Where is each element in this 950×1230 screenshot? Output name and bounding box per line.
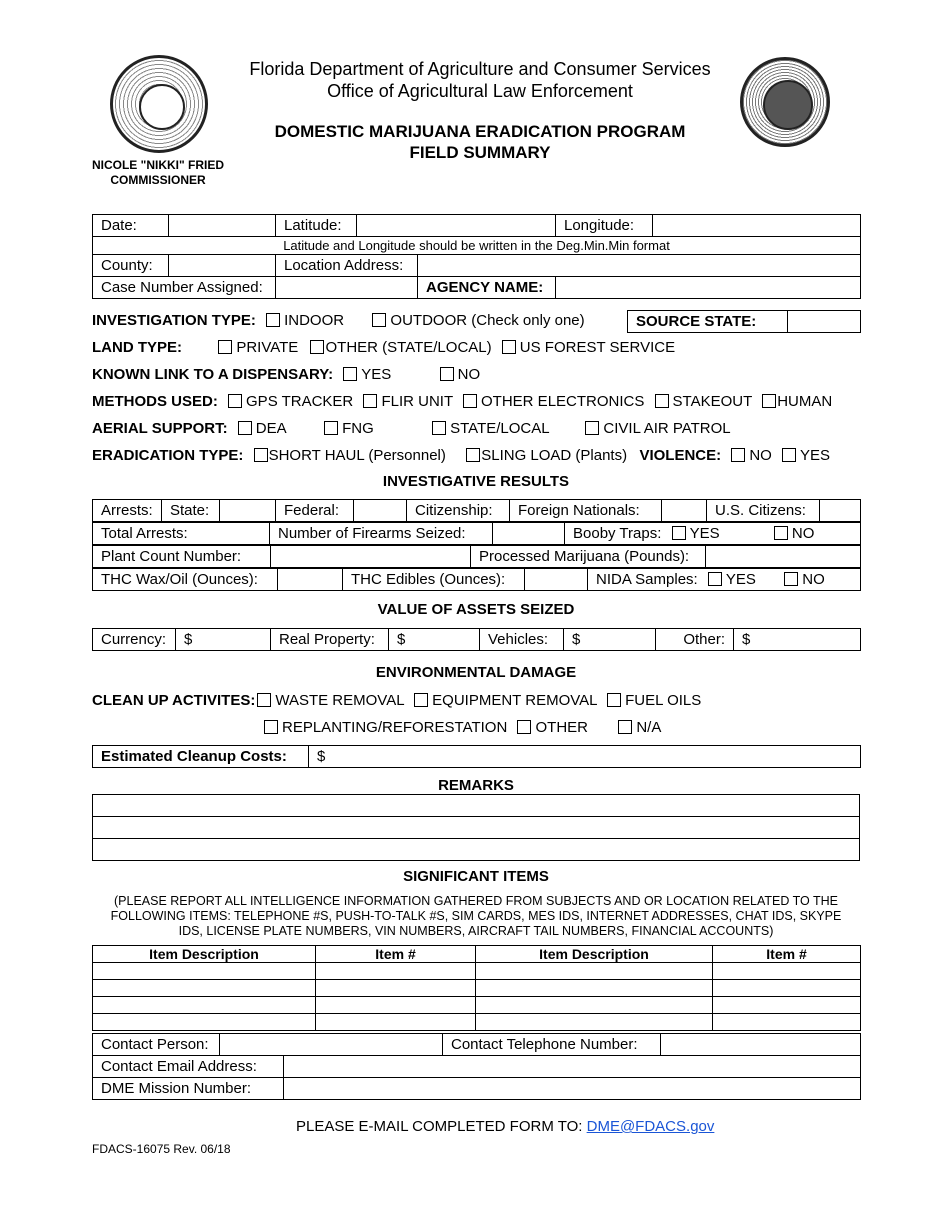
contact-email-field[interactable]: [284, 1056, 861, 1078]
dme-mission-field[interactable]: [284, 1078, 861, 1100]
arrests-label: Arrests:: [93, 500, 162, 522]
fdacs-seal-logo: [110, 55, 208, 153]
outdoor-checkbox[interactable]: [372, 313, 386, 327]
real-property-field[interactable]: $: [389, 629, 480, 651]
replanting-label: REPLANTING/REFORESTATION: [282, 719, 508, 736]
source-state-label: SOURCE STATE:: [628, 311, 788, 333]
violence-no-checkbox[interactable]: [731, 448, 745, 462]
state-local-checkbox[interactable]: [432, 421, 446, 435]
methods-used-row: [92, 392, 832, 412]
agency-name-label: AGENCY NAME:: [418, 277, 556, 299]
federal-arrests-label: Federal:: [276, 500, 354, 522]
citizenship-label: Citizenship:: [407, 500, 510, 522]
booby-traps-no-checkbox[interactable]: [774, 526, 788, 540]
table-row: [93, 997, 861, 1014]
cleanup-costs-label: Estimated Cleanup Costs:: [93, 746, 309, 768]
item-cell[interactable]: [713, 1014, 861, 1031]
note-line: (PLEASE REPORT ALL INTELLIGENCE INFORMATION GATHERED FROM SUBJECTS AND OR LOCATION RELATED TO THE: [114, 894, 838, 908]
item-cell[interactable]: [713, 963, 861, 980]
land-type-label: LAND TYPE:: [92, 339, 182, 356]
foreign-nationals-label: Foreign Nationals:: [510, 500, 662, 522]
nida-samples-cell: [588, 569, 861, 591]
other-electronics-label: OTHER ELECTRONICS: [481, 393, 645, 410]
investigation-type-label: INVESTIGATION TYPE:: [92, 312, 256, 329]
assets-seized-heading: VALUE OF ASSETS SEIZED: [377, 601, 575, 618]
firearms-field[interactable]: [493, 523, 565, 545]
processed-marijuana-label: Processed Marijuana (Pounds):: [471, 546, 706, 568]
location-address-field[interactable]: [418, 255, 861, 277]
investigative-results-heading: INVESTIGATIVE RESULTS: [382, 473, 570, 490]
email-link[interactable]: DME@FDACS.gov: [586, 1118, 715, 1135]
contact-email-label: Contact Email Address:: [93, 1056, 284, 1078]
contact-phone-label: Contact Telephone Number:: [443, 1034, 661, 1056]
waste-removal-label: WASTE REMOVAL: [275, 692, 404, 709]
cleanup-costs-table: [92, 745, 861, 768]
item-cell[interactable]: [316, 997, 476, 1014]
methods-used-label: METHODS USED:: [92, 393, 218, 410]
location-table: [92, 214, 861, 299]
item-cell[interactable]: [713, 980, 861, 997]
significant-items-table: [92, 945, 861, 1031]
case-number-label: Case Number Assigned:: [93, 277, 276, 299]
source-state-field[interactable]: [788, 311, 861, 333]
eradication-type-label: ERADICATION TYPE:: [92, 447, 244, 464]
contact-person-label: Contact Person:: [93, 1034, 220, 1056]
short-haul-checkbox[interactable]: [254, 448, 268, 462]
dispensary-no-label: NO: [457, 366, 481, 383]
table-row: [93, 963, 861, 980]
eradication-type-row: [92, 446, 830, 466]
contact-table-row1: [92, 1033, 861, 1056]
item-cell[interactable]: [93, 980, 316, 997]
currency-field[interactable]: $: [176, 629, 271, 651]
indoor-label: INDOOR: [284, 312, 345, 329]
us-forest-service-checkbox[interactable]: [502, 340, 516, 354]
booby-traps-yes-checkbox[interactable]: [672, 526, 686, 540]
table-row: [93, 1014, 861, 1031]
results-table-row4: [92, 568, 861, 591]
vehicles-label: Vehicles:: [480, 629, 564, 651]
thc-wax-field[interactable]: [278, 569, 343, 591]
aerial-support-row: [92, 419, 731, 439]
state-local-label: STATE/LOCAL: [450, 420, 550, 437]
office-name: Office of Agricultural Law Enforcement: [327, 81, 633, 101]
plant-count-label: Plant Count Number:: [93, 546, 271, 568]
longitude-field[interactable]: [653, 215, 861, 237]
results-table-row2: [92, 522, 861, 545]
outdoor-label: OUTDOOR (Check only one): [390, 312, 585, 329]
remarks-line[interactable]: [93, 795, 860, 817]
nida-no-checkbox[interactable]: [784, 572, 798, 586]
other-electronics-checkbox[interactable]: [463, 394, 477, 408]
assets-table: [92, 628, 861, 651]
item-number-header: Item #: [316, 946, 476, 963]
case-number-field[interactable]: [276, 277, 418, 299]
remarks-heading: REMARKS: [438, 777, 514, 794]
indoor-checkbox[interactable]: [266, 313, 280, 327]
investigation-type-row: [92, 311, 585, 331]
commissioner-name: NICOLE "NIKKI" FRIED: [91, 158, 225, 172]
flir-unit-label: FLIR UNIT: [381, 393, 453, 410]
plant-count-field[interactable]: [271, 546, 471, 568]
item-cell[interactable]: [316, 1014, 476, 1031]
sling-load-label: SLING LOAD (Plants): [481, 447, 628, 464]
item-cell[interactable]: [476, 997, 713, 1014]
violence-yes-label: YES: [799, 447, 830, 464]
item-cell[interactable]: [93, 997, 316, 1014]
contact-table-row2: [92, 1055, 861, 1100]
us-citizens-field[interactable]: [820, 500, 861, 522]
dispensary-label: KNOWN LINK TO A DISPENSARY:: [92, 366, 334, 383]
cleanup-activities-label: CLEAN UP ACTIVITES:: [92, 692, 256, 709]
significant-items-note: [92, 894, 860, 939]
dme-mission-label: DME Mission Number:: [93, 1078, 284, 1100]
remarks-table: [92, 794, 860, 861]
item-description-header: Item Description: [476, 946, 713, 963]
agency-name-field[interactable]: [556, 277, 861, 299]
item-cell[interactable]: [476, 963, 713, 980]
remarks-line[interactable]: [93, 839, 860, 861]
human-label: HUMAN: [777, 393, 833, 410]
us-citizens-label: U.S. Citizens:: [707, 500, 820, 522]
latitude-field[interactable]: [357, 215, 556, 237]
form-subtitle: FIELD SUMMARY: [409, 143, 551, 162]
other-state-local-label: OTHER (STATE/LOCAL): [325, 339, 492, 356]
contact-person-field[interactable]: [220, 1034, 443, 1056]
short-haul-label: SHORT HAUL (Personnel): [268, 447, 446, 464]
form-title: DOMESTIC MARIJUANA ERADICATION PROGRAM: [274, 122, 686, 141]
flir-unit-checkbox[interactable]: [363, 394, 377, 408]
location-address-label: Location Address:: [276, 255, 418, 277]
contact-phone-field[interactable]: [661, 1034, 861, 1056]
booby-traps-yes-label: YES: [689, 525, 720, 542]
dispensary-no-checkbox[interactable]: [440, 367, 454, 381]
results-table-row1: [92, 499, 861, 522]
dea-label: DEA: [255, 420, 286, 437]
department-name: Florida Department of Agriculture and Consumer Services: [249, 59, 711, 79]
total-arrests-label: Total Arrests:: [93, 523, 270, 545]
civil-air-patrol-label: CIVIL AIR PATROL: [603, 420, 731, 437]
currency-label: Currency:: [93, 629, 176, 651]
federal-arrests-field[interactable]: [354, 500, 407, 522]
other-cleanup-checkbox[interactable]: [517, 720, 531, 734]
lat-long-format-note: Latitude and Longitude should be written in the Deg.Min.Min format: [93, 237, 861, 255]
real-property-label: Real Property:: [271, 629, 389, 651]
county-field[interactable]: [169, 255, 276, 277]
stakeout-checkbox[interactable]: [655, 394, 669, 408]
gps-tracker-label: GPS TRACKER: [246, 393, 354, 410]
significant-items-heading: SIGNIFICANT ITEMS: [403, 868, 549, 885]
processed-marijuana-field[interactable]: [706, 546, 861, 568]
civil-air-patrol-checkbox[interactable]: [585, 421, 599, 435]
note-line: FOLLOWING ITEMS: TELEPHONE #S, PUSH-TO-TALK #S, SIM CARDS, MES IDS, INTERNET ADDRESSES, CHAT IDS, SKYPE: [110, 909, 842, 923]
other-assets-field[interactable]: $: [734, 629, 861, 651]
other-state-local-checkbox[interactable]: [310, 340, 324, 354]
violence-no-label: NO: [749, 447, 772, 464]
booby-traps-label: Booby Traps:: [573, 525, 662, 542]
na-checkbox[interactable]: [618, 720, 632, 734]
gps-tracker-checkbox[interactable]: [228, 394, 242, 408]
fuel-oils-label: FUEL OILS: [625, 692, 702, 709]
violence-label: VIOLENCE:: [639, 447, 722, 464]
thc-edibles-field[interactable]: [525, 569, 588, 591]
remarks-line[interactable]: [93, 817, 860, 839]
cleanup-activities-row2: [258, 718, 661, 738]
us-forest-service-label: US FOREST SERVICE: [519, 339, 676, 356]
private-checkbox[interactable]: [218, 340, 232, 354]
dispensary-yes-label: YES: [361, 366, 392, 383]
item-cell[interactable]: [316, 963, 476, 980]
date-field[interactable]: [169, 215, 276, 237]
booby-traps-no-label: NO: [791, 525, 815, 542]
item-cell[interactable]: [476, 980, 713, 997]
firearms-label: Number of Firearms Seized:: [270, 523, 493, 545]
nida-yes-label: YES: [725, 571, 756, 588]
county-label: County:: [93, 255, 169, 277]
human-checkbox[interactable]: [762, 394, 776, 408]
land-type-row: [92, 338, 675, 358]
thc-wax-label: THC Wax/Oil (Ounces):: [93, 569, 278, 591]
fng-checkbox[interactable]: [324, 421, 338, 435]
aerial-support-label: AERIAL SUPPORT:: [92, 420, 228, 437]
item-cell[interactable]: [713, 997, 861, 1014]
nida-no-label: NO: [802, 571, 825, 588]
cleanup-activities-row: [92, 691, 701, 711]
item-cell[interactable]: [93, 963, 316, 980]
private-label: PRIVATE: [236, 339, 299, 356]
violence-yes-checkbox[interactable]: [782, 448, 796, 462]
state-arrests-label: State:: [162, 500, 220, 522]
other-cleanup-label: OTHER: [535, 719, 588, 736]
fuel-oils-checkbox[interactable]: [607, 693, 621, 707]
sling-load-checkbox[interactable]: [466, 448, 480, 462]
vehicles-field[interactable]: $: [564, 629, 656, 651]
stakeout-label: STAKEOUT: [672, 393, 753, 410]
na-label: N/A: [636, 719, 662, 736]
email-instructions: [296, 1118, 714, 1135]
latitude-label: Latitude:: [276, 215, 357, 237]
dea-checkbox[interactable]: [238, 421, 252, 435]
dispensary-row: [92, 365, 480, 385]
other-assets-label: Other:: [656, 629, 734, 651]
replanting-checkbox[interactable]: [264, 720, 278, 734]
state-arrests-field[interactable]: [220, 500, 276, 522]
equipment-removal-label: EQUIPMENT REMOVAL: [432, 692, 597, 709]
dispensary-yes-checkbox[interactable]: [343, 367, 357, 381]
cleanup-costs-field[interactable]: $: [309, 746, 861, 768]
nida-samples-label: NIDA Samples:: [596, 571, 698, 588]
foreign-nationals-field[interactable]: [662, 500, 707, 522]
thc-edibles-label: THC Edibles (Ounces):: [343, 569, 525, 591]
note-line: IDS, LICENSE PLATE NUMBERS, VIN NUMBERS, AIRCRAFT TAIL NUMBERS, FINANCIAL ACCOUNTS): [178, 924, 774, 938]
item-description-header: Item Description: [93, 946, 316, 963]
form-number: FDACS-16075 Rev. 06/18: [92, 1142, 231, 1156]
environmental-damage-heading: ENVIRONMENTAL DAMAGE: [375, 664, 577, 681]
table-row: [93, 980, 861, 997]
booby-traps-cell: [565, 523, 861, 545]
results-table-row3: [92, 545, 861, 568]
fng-label: FNG: [342, 420, 374, 437]
date-label: Date:: [93, 215, 169, 237]
item-cell[interactable]: [316, 980, 476, 997]
commissioner-title: COMMISSIONER: [110, 173, 206, 187]
source-state-table: [627, 310, 861, 333]
email-instructions-text: PLEASE E-MAIL COMPLETED FORM TO:: [296, 1118, 583, 1135]
item-cell[interactable]: [476, 1014, 713, 1031]
longitude-label: Longitude:: [556, 215, 653, 237]
item-number-header: Item #: [713, 946, 861, 963]
nida-yes-checkbox[interactable]: [708, 572, 722, 586]
item-cell[interactable]: [93, 1014, 316, 1031]
equipment-removal-checkbox[interactable]: [414, 693, 428, 707]
waste-removal-checkbox[interactable]: [257, 693, 271, 707]
